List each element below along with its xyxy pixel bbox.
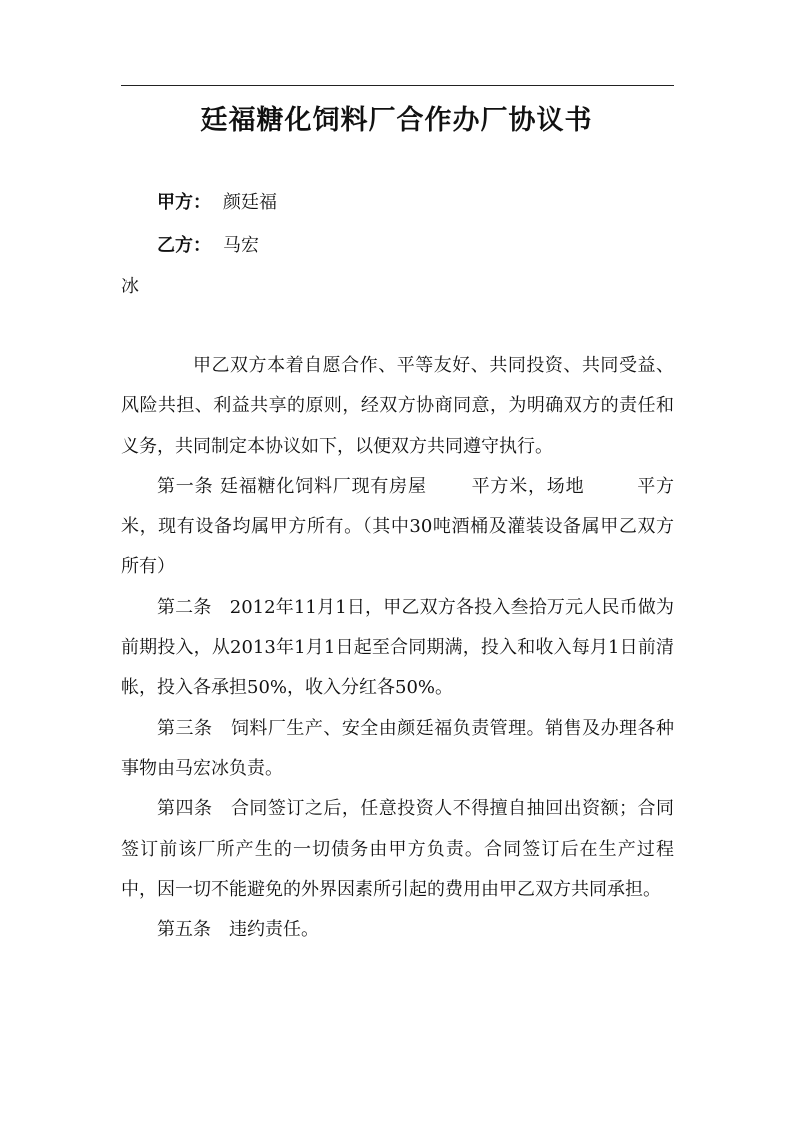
article-2-text: 2012年11月1日，甲乙双方各投入叁拾万元人民币做为前期投入，从2013年1月1日起至合同期满，投入和收入每月1日前清帐，投入各承担50%，收入分红各50%。 [121,596,674,699]
article-5-text: 违约责任。 [229,919,319,941]
article-1-text-c: 平方米，现有设备均属甲方所有。（其中30吨酒桶及灌装设备属甲乙双方所有） [121,475,675,578]
party-a [157,188,277,214]
article-2 [121,588,674,709]
article-1 [121,467,674,588]
party-b-name-continued: 冰 [121,276,139,297]
party-a-name: 颜廷福 [223,192,277,213]
article-2-number: 第二条 [157,596,212,618]
agreement-body [121,346,674,950]
article-1-number: 第一条 [157,475,214,497]
intro-paragraph: 甲乙双方本着自愿合作、平等友好、共同投资、共同受益、风险共担、利益共享的原则，经双方协商同意，为明确双方的责任和义务，共同制定本协议如下，以便双方共同遵守执行。 [121,355,674,457]
article-4-text: 合同签订之后，任意投资人不得擅自抽回出资额；合同签订前该厂所产生的一切债务由甲方负责。合同签订后在生产过程中，因一切不能避免的外界因素所引起的费用由甲乙双方共同承担。 [121,798,675,900]
article-3 [121,709,674,790]
header-rule [121,85,674,86]
document-title: 廷福糖化饲料厂合作办厂协议书 [200,105,593,136]
party-a-label: 甲方： [157,192,211,213]
article-1-text-b: 平方米，场地 [470,475,585,497]
article-4 [121,789,674,910]
party-b-name: 马宏 [223,235,259,256]
article-3-number: 第三条 [157,717,213,739]
article-5 [121,910,674,950]
article-5-number: 第五条 [157,919,211,941]
party-b [157,231,259,257]
party-b-label: 乙方： [157,235,211,256]
article-1-text-a: 廷福糖化饲料厂现有房屋 [219,475,427,497]
article-4-number: 第四条 [157,798,213,820]
article-3-text: 饲料厂生产、安全由颜廷福负责管理。销售及办理各种事物由马宏冰负责。 [121,717,675,779]
